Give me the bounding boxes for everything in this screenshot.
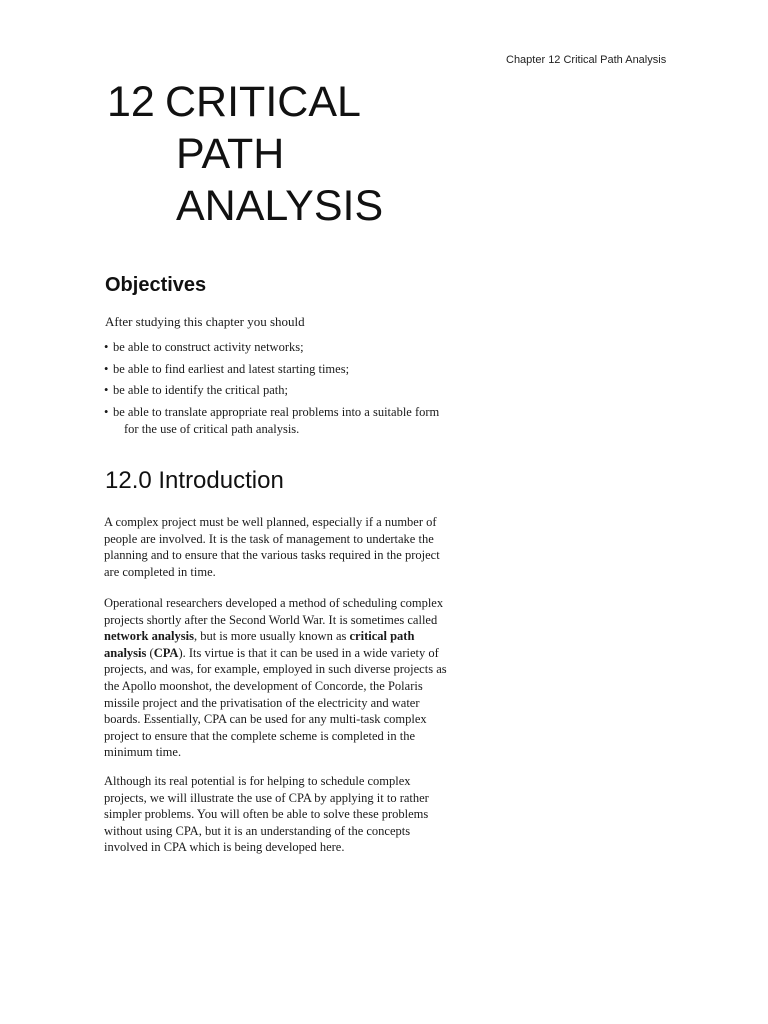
objective-text: be able to translate appropriate real problems into a suitable form for the use of critical path analysis. bbox=[113, 404, 440, 436]
objective-text: be able to identify the critical path; bbox=[113, 383, 288, 397]
objectives-intro: After studying this chapter you should bbox=[105, 314, 305, 329]
objective-item bbox=[104, 361, 444, 378]
paragraph-text: ( bbox=[146, 645, 154, 660]
chapter-title-line-2: PATH bbox=[176, 130, 285, 178]
bullet-mark: • bbox=[104, 404, 109, 419]
bullet-mark: • bbox=[104, 340, 109, 354]
running-header: Chapter 12 Critical Path Analysis bbox=[506, 54, 667, 66]
paragraph-text: Operational researchers developed a method of scheduling complex projects shortly after the Second World War. It is sometimes called bbox=[104, 596, 444, 627]
objective-item bbox=[104, 339, 444, 356]
objective-item bbox=[104, 404, 444, 438]
introduction-paragraph-1: A complex project must be well planned, especially if a number of people are involved. It is the task of management to undertake the planning and to ensure that the various tasks required in the project are completed in time. bbox=[104, 515, 440, 579]
term-network-analysis: network analysis bbox=[104, 629, 194, 644]
term-cpa: CPA bbox=[153, 645, 179, 660]
term-critical-path-analysis: critical path analysis bbox=[104, 629, 415, 660]
paragraph-text: ). Its virtue is that it can be used in a wide variety of projects, and was, for example, employed in such diverse projects as the Apollo moonshot, the development of Concorde, the Polaris missile project and the privatisation of the electricity and water boards. Essentially, CPA can be used for any multi-task complex project to ensure that the complete scheme is completed in the minimum time. bbox=[104, 645, 447, 760]
chapter-title bbox=[107, 76, 383, 232]
chapter-title-word-1: CRITICAL bbox=[165, 78, 361, 126]
chapter-title-line-1 bbox=[107, 76, 383, 128]
objective-text: be able to find earliest and latest starting times; bbox=[113, 361, 350, 376]
objectives-list bbox=[104, 339, 444, 442]
introduction-paragraph-2 bbox=[104, 595, 449, 761]
introduction-heading: 12.0 Introduction bbox=[105, 467, 284, 494]
chapter-title-line-3: ANALYSIS bbox=[176, 182, 384, 230]
introduction-paragraph-3: Although its real potential is for helping to schedule complex projects, we will illustrate the use of CPA by applying it to rather simpler problems. You will often be able to solve these problems without using CPA, but it is an understanding of the concepts involved in CPA which is being developed here. bbox=[104, 774, 429, 855]
chapter-number: 12 bbox=[107, 78, 155, 126]
paragraph-text: , but is more usually known as bbox=[193, 629, 350, 644]
objectives-heading: Objectives bbox=[105, 274, 207, 296]
bullet-mark: • bbox=[104, 361, 109, 376]
objective-text: be able to construct activity networks; bbox=[113, 340, 304, 354]
objective-item bbox=[104, 382, 444, 399]
bullet-mark: • bbox=[104, 383, 109, 397]
